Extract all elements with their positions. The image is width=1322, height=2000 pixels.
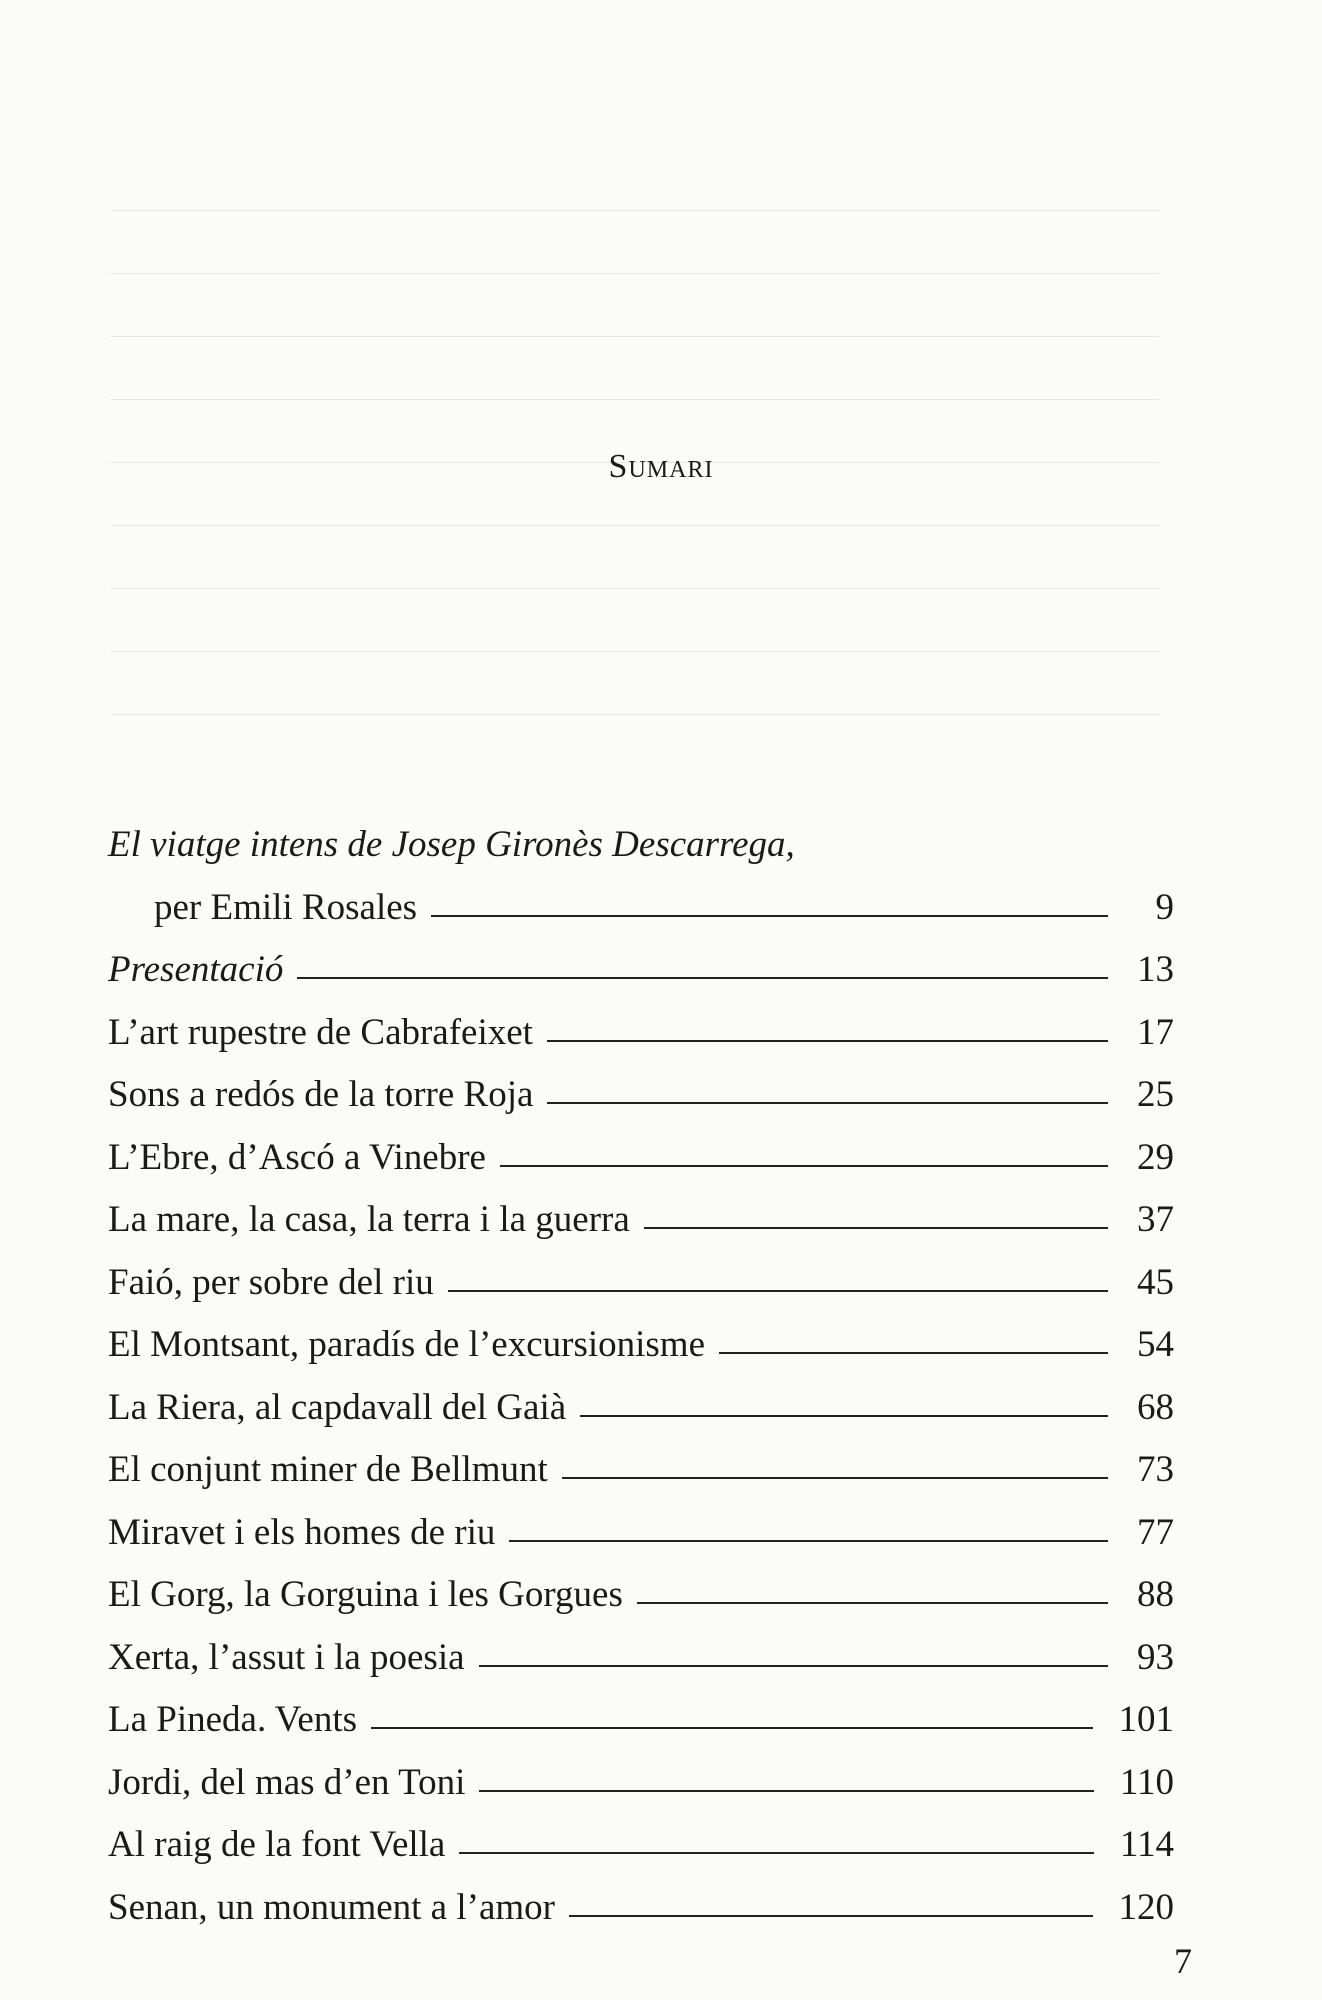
toc-entry-page: 13 (1137, 949, 1174, 990)
toc-leader-line (719, 1352, 1108, 1354)
toc-entry (108, 929, 1174, 992)
toc-entry-title: El viatge intens de Josep Gironès Descarrega, (108, 824, 795, 865)
toc-entry-title: La Riera, al capdavall del Gaià (108, 1386, 567, 1428)
show-through-reverse-page (90, 95, 1180, 731)
toc-leader-line (637, 1602, 1108, 1604)
toc-leader-line (431, 915, 1108, 917)
toc-leader-line (547, 1040, 1108, 1042)
toc-entry-title: Miravet i els homes de riu (108, 1511, 496, 1553)
toc-leader-line (562, 1477, 1108, 1479)
toc-leader-line (509, 1540, 1108, 1542)
page-title: Sumari (608, 448, 714, 485)
toc-entry-page: 114 (1119, 1824, 1174, 1865)
toc-entry (108, 866, 1174, 929)
page-number: 7 (1174, 1941, 1192, 1981)
toc-entry (108, 1179, 1174, 1242)
toc-entry-title: Al raig de la font Vella (108, 1824, 446, 1865)
toc-entry (108, 1804, 1174, 1867)
toc-entry (108, 1554, 1174, 1617)
toc-entry (108, 1116, 1174, 1179)
toc-entry (108, 991, 1174, 1054)
toc-entry-title: La mare, la casa, la terra i la guerra (108, 1199, 630, 1240)
toc-entry-page: 25 (1137, 1074, 1174, 1115)
toc-entry-page: 68 (1137, 1386, 1174, 1428)
toc-entry-title: L’Ebre, d’Ascó a Vinebre (108, 1136, 486, 1178)
toc-entry (108, 1366, 1174, 1429)
toc-leader-line (371, 1727, 1092, 1729)
toc-entry (108, 1241, 1174, 1304)
toc-entry-title: El Montsant, paradís de l’excursionisme (108, 1324, 706, 1365)
toc-leader-line (297, 977, 1108, 979)
toc-entry-page: 9 (1155, 886, 1174, 928)
toc-entry-title: El conjunt miner de Bellmunt (108, 1449, 548, 1490)
toc-entry-title: La Pineda. Vents (108, 1699, 358, 1740)
toc-entry-page: 101 (1118, 1699, 1174, 1740)
toc-entry-page: 77 (1137, 1511, 1174, 1553)
toc-leader-line (500, 1165, 1108, 1167)
toc-entry-page: 120 (1118, 1886, 1174, 1928)
toc-entry (108, 1429, 1174, 1492)
toc-entry-title: Jordi, del mas d’en Toni (108, 1761, 466, 1803)
toc-entry (108, 1054, 1174, 1117)
toc-leader-line (547, 1102, 1108, 1104)
toc-entry-title: Faió, per sobre del riu (108, 1261, 434, 1303)
toc-entry-page: 17 (1137, 1011, 1174, 1053)
toc-leader-line (479, 1665, 1108, 1667)
toc-entry-page: 29 (1137, 1136, 1174, 1178)
toc-entry-title: Sons a redós de la torre Roja (108, 1074, 534, 1115)
toc-entry-title: per Emili Rosales (154, 886, 418, 928)
toc-leader-line (569, 1915, 1093, 1917)
toc-leader-line (479, 1790, 1093, 1792)
toc-entry (108, 1616, 1174, 1679)
toc-entry-page: 45 (1137, 1261, 1174, 1303)
toc-entry-page: 37 (1137, 1199, 1174, 1240)
toc-entry-page: 93 (1137, 1636, 1174, 1678)
toc-entry (108, 1866, 1174, 1929)
toc-leader-line (644, 1227, 1108, 1229)
toc-entry-title: Presentació (108, 949, 284, 990)
toc-entry-title: El Gorg, la Gorguina i les Gorgues (108, 1574, 623, 1615)
toc-leader-line (459, 1852, 1094, 1854)
toc-entry (108, 1491, 1174, 1554)
table-of-contents (108, 808, 1174, 1929)
toc-leader-line (580, 1415, 1108, 1417)
toc-entry-title: Senan, un monument a l’amor (108, 1886, 555, 1928)
toc-leader-line (448, 1290, 1108, 1292)
toc-entry (108, 808, 1174, 866)
toc-entry-page: 73 (1137, 1449, 1174, 1490)
toc-entry-page: 54 (1137, 1324, 1174, 1365)
toc-entry-page: 110 (1119, 1761, 1174, 1803)
toc-entry (108, 1304, 1174, 1367)
toc-entry (108, 1741, 1174, 1804)
toc-entry (108, 1679, 1174, 1742)
toc-entry-title: L’art rupestre de Cabrafeixet (108, 1011, 533, 1053)
toc-entry-title: Xerta, l’assut i la poesia (108, 1636, 465, 1678)
toc-entry-page: 88 (1137, 1574, 1174, 1615)
